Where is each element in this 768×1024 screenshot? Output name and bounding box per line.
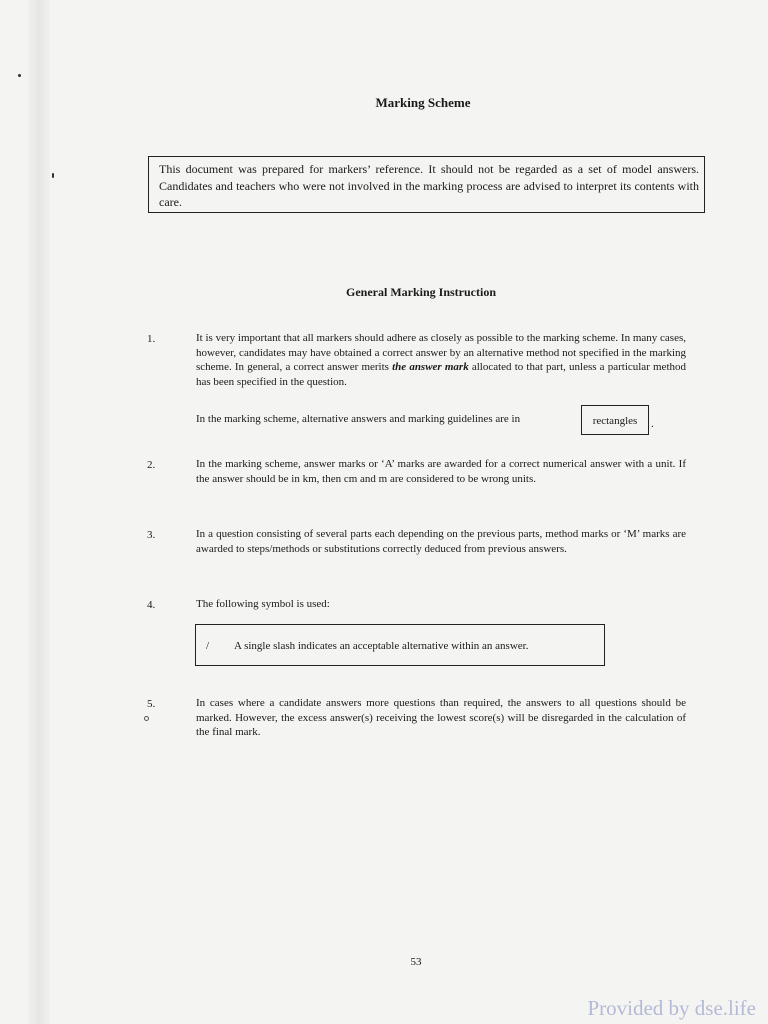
item-text: In the marking scheme, answer marks or ‘A’ marks are awarded for a correct numerical answer with a unit. If the answer should be in km, then cm and m are considered to be wrong units. (196, 458, 686, 485)
page-title: Marking Scheme (375, 95, 471, 110)
item-number: 1. (147, 333, 156, 345)
guideline-text: In the marking scheme, alternative answers and marking guidelines are in (196, 413, 521, 425)
scan-speck (52, 173, 54, 178)
item-number: 5. (147, 698, 156, 710)
item-text: In cases where a candidate answers more questions than required, the answers to all questions should be marked. However, the excess answer(s) receiving the lowest score(s) will be disregarded in the calculation of the final mark. (196, 697, 686, 738)
section-title: General Marking Instruction (346, 285, 496, 299)
symbol-description: A single slash indicates an acceptable alternative within an answer. (234, 640, 529, 652)
item-text-part: allocated to that part, unless a particular method has been specified in the question. (196, 361, 686, 388)
item-text: The following symbol is used: (196, 598, 330, 610)
item-number: 2. (147, 459, 156, 471)
item-number: 4. (147, 599, 156, 611)
item-text-part: It is very important that all markers should adhere as closely as possible to the marking scheme. In many cases, however, candidates may have obtained a correct answer by an alternative method not specified in the marking scheme. In general, a correct answer merits (196, 332, 686, 373)
watermark: Provided by dse.life (587, 996, 756, 1020)
notice-box: This document was prepared for markers’ reference. It should not be regarded as a set of model answers. Candidates and teachers who were not involved in the marking process are advised to interpret its contents with care. (148, 156, 705, 213)
scan-speck (144, 716, 149, 721)
symbol-box (195, 624, 605, 666)
page-number: 53 (410, 956, 422, 968)
scan-speck (18, 74, 21, 77)
slash-symbol: / (206, 640, 210, 652)
scan-edge-shadow (28, 0, 50, 1024)
answer-mark-emphasis: the answer mark (392, 361, 469, 373)
trailing-period: . (651, 418, 654, 430)
item-number: 3. (147, 529, 156, 541)
rectangles-box: rectangles (581, 405, 649, 435)
item-text: In a question consisting of several parts each depending on the previous parts, method marks or ‘M’ marks are awarded to steps/methods or substitutions correctly deduced from previous answers. (196, 528, 686, 555)
item-text (196, 331, 686, 389)
